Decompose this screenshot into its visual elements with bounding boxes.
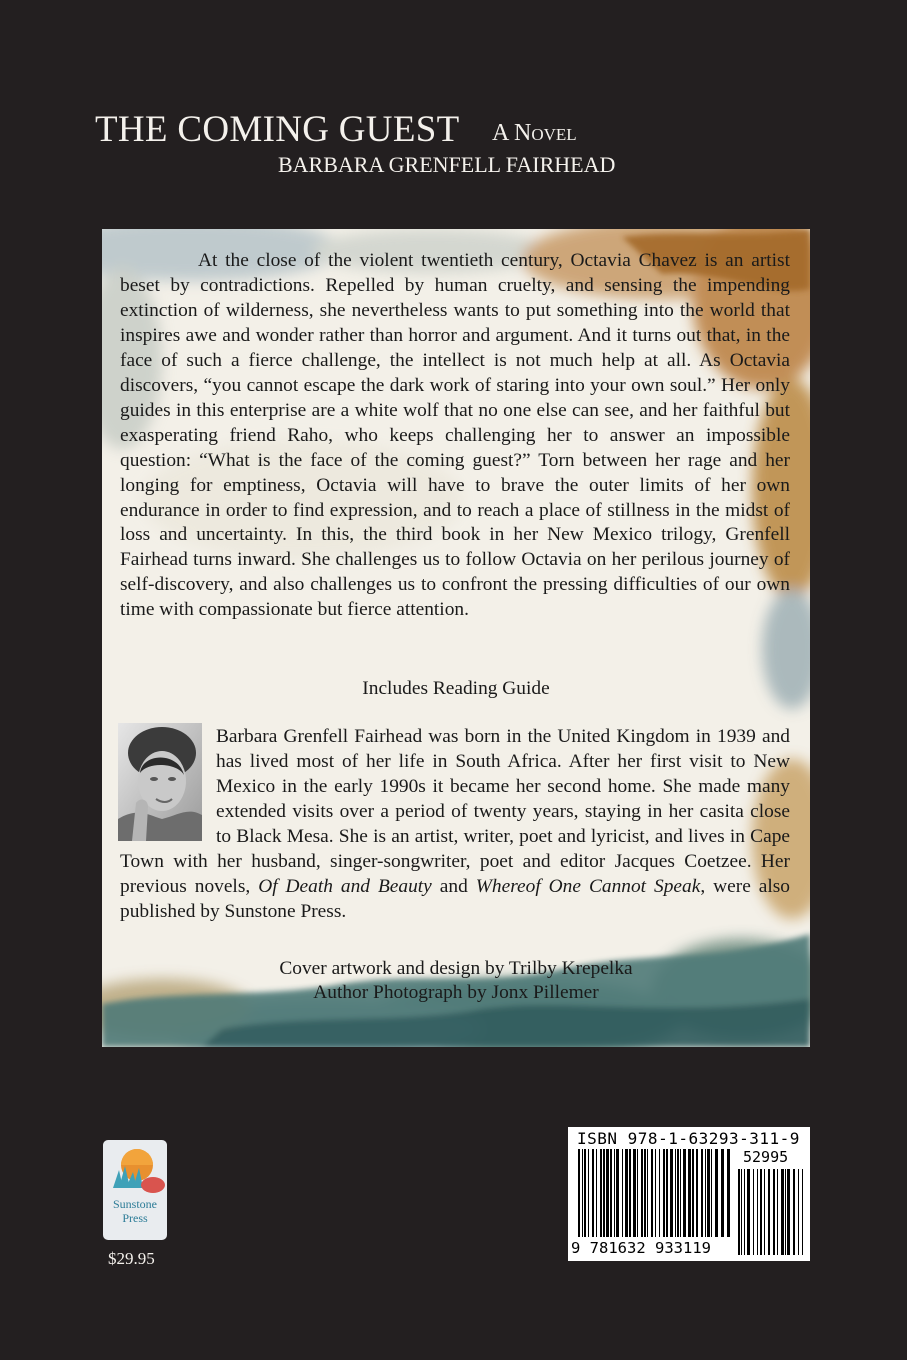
credits xyxy=(102,957,810,1005)
book-subtitle: A Novel xyxy=(492,120,577,146)
sunstone-press-logo xyxy=(103,1140,167,1240)
barcode-stripe xyxy=(637,1149,638,1237)
barcode-stripe xyxy=(744,1169,745,1255)
bio-conjunction: and xyxy=(431,875,476,897)
barcode-stripe xyxy=(727,1149,730,1237)
barcode-stripe xyxy=(666,1149,668,1237)
barcode-stripe xyxy=(747,1169,750,1255)
barcode-stripe xyxy=(582,1149,583,1237)
bio-text-end: , were also published by Sunstone Press. xyxy=(120,875,791,922)
barcode-stripe xyxy=(696,1149,698,1237)
barcode-stripe xyxy=(760,1169,762,1255)
barcode-stripe xyxy=(738,1169,740,1255)
barcode-stripe xyxy=(781,1169,784,1255)
barcode-stripe xyxy=(753,1169,754,1255)
barcode-stripe xyxy=(683,1149,686,1237)
barcode-stripe xyxy=(603,1149,605,1237)
barcode-stripe xyxy=(764,1169,765,1255)
barcode-stripe xyxy=(670,1149,673,1237)
barcode-stripe xyxy=(701,1149,703,1237)
description-blurb: At the close of the violent twentieth century, Octavia Chavez is an artist beset by contradictions. Repelled by human cruelty, and sensing the impending extinction of wilderness, she nevertheless wants to put something into the world that inspires awe and wonder rather than horror and argument. And it turns out that, in the face of such a fierce challenge, the intellect is not much help at all. As Octavia discovers, “you cannot escape the dark work of staring into your own soul.” Her only guides in this enterprise are a white wolf that no one else can see, and her faithful but exasperating friend Raho, who keeps challenging her to answer an impossible question: “What is the face of the coming guest?” Torn between her rage and her longing for emptiness, Octavia will have to brave the outer limits of her own endurance in order to find expression, and to reach a place of stillness in the midst of loss and uncertainty. In this, the third book in her New Mexico trilogy, Grenfell Fairhead turns inward. She challenges us to follow Octavia on her perilous journey of self-discovery, and also challenges us to confront the pressing difficulties of our own time with compassionate but fierce attention. xyxy=(120,250,790,621)
cover-credit: Cover artwork and design by Trilby Krepelka xyxy=(279,958,633,979)
barcode-stripe xyxy=(773,1169,775,1255)
barcode-stripe xyxy=(610,1149,612,1237)
barcode-stripe xyxy=(633,1149,636,1237)
isbn-barcode xyxy=(568,1127,810,1261)
price-supplement-code: 52995 xyxy=(743,1148,789,1166)
barcode-stripe xyxy=(741,1169,742,1255)
barcode-stripe xyxy=(600,1149,602,1237)
barcode-stripe xyxy=(651,1149,653,1237)
barcode-stripe xyxy=(757,1169,758,1255)
reading-guide-note: Includes Reading Guide xyxy=(362,678,550,699)
barcode-stripe xyxy=(588,1149,589,1237)
previous-novel-title: Of Death and Beauty xyxy=(258,875,432,897)
author-name: BARBARA GRENFELL FAIRHEAD xyxy=(278,152,616,177)
logo-text-line1: Sunstone xyxy=(112,1197,158,1211)
barcode-stripe xyxy=(680,1149,681,1237)
barcode-stripe xyxy=(625,1149,628,1237)
logo-text-line2: Press xyxy=(122,1211,148,1225)
barcode-stripe xyxy=(592,1149,594,1237)
barcode-stripe xyxy=(721,1149,724,1237)
watercolor-text-panel xyxy=(102,229,810,1047)
barcode-stripe xyxy=(655,1149,656,1237)
barcode-stripe xyxy=(798,1169,799,1255)
barcode-stripe xyxy=(659,1149,660,1237)
barcode-stripe xyxy=(785,1169,786,1255)
bio-text: Barbara Grenfell Fairhead was born in the United Kingdom in 1939 and has lived most of her life in South Africa. After her first visit to New Mexico in the early 1990s it became her second home. She made many extended visits over a period of twenty years, staying in her casita close to Black Mesa. She is an artist, writer, poet and lyricist, and lives in Cape Town with her husband, singer-songwriter, poet and editor Jacques Coetzee. Her previous novels, xyxy=(120,726,790,897)
barcode-stripe xyxy=(614,1149,615,1237)
barcode-stripe xyxy=(768,1169,770,1255)
barcode-stripe xyxy=(606,1149,609,1237)
barcode-stripe xyxy=(705,1149,706,1237)
barcode-stripe xyxy=(647,1149,648,1237)
barcode-stripe xyxy=(675,1149,676,1237)
ean-number: 9 781632 933119 xyxy=(571,1239,711,1257)
barcode-stripe xyxy=(677,1149,679,1237)
isbn-number: ISBN 978-1-63293-311-9 xyxy=(577,1129,800,1148)
barcode-stripe xyxy=(793,1169,795,1255)
barcode-stripe xyxy=(711,1149,712,1237)
barcode-stripe xyxy=(777,1169,778,1255)
barcode-stripe xyxy=(616,1149,619,1237)
barcode-stripe xyxy=(584,1149,586,1237)
barcode-stripe xyxy=(644,1149,646,1237)
barcode-stripe xyxy=(629,1149,631,1237)
book-title: THE COMING GUEST xyxy=(95,109,460,150)
barcode-stripe xyxy=(641,1149,643,1237)
barcode-stripe xyxy=(663,1149,665,1237)
price: $29.95 xyxy=(108,1249,155,1268)
barcode-stripe xyxy=(787,1169,790,1255)
barcode-stripe xyxy=(692,1149,694,1237)
barcode-stripe xyxy=(802,1169,803,1255)
barcode-stripe xyxy=(707,1149,710,1237)
previous-novel-title: Whereof One Cannot Speak xyxy=(475,875,701,897)
barcode-stripe xyxy=(622,1149,623,1237)
barcode-stripe xyxy=(578,1149,580,1237)
barcode-stripe xyxy=(596,1149,597,1237)
author-biography xyxy=(120,725,790,925)
photo-credit: Author Photograph by Jonx Pillemer xyxy=(313,982,599,1003)
barcode-stripe xyxy=(688,1149,691,1237)
barcode-stripe xyxy=(715,1149,718,1237)
